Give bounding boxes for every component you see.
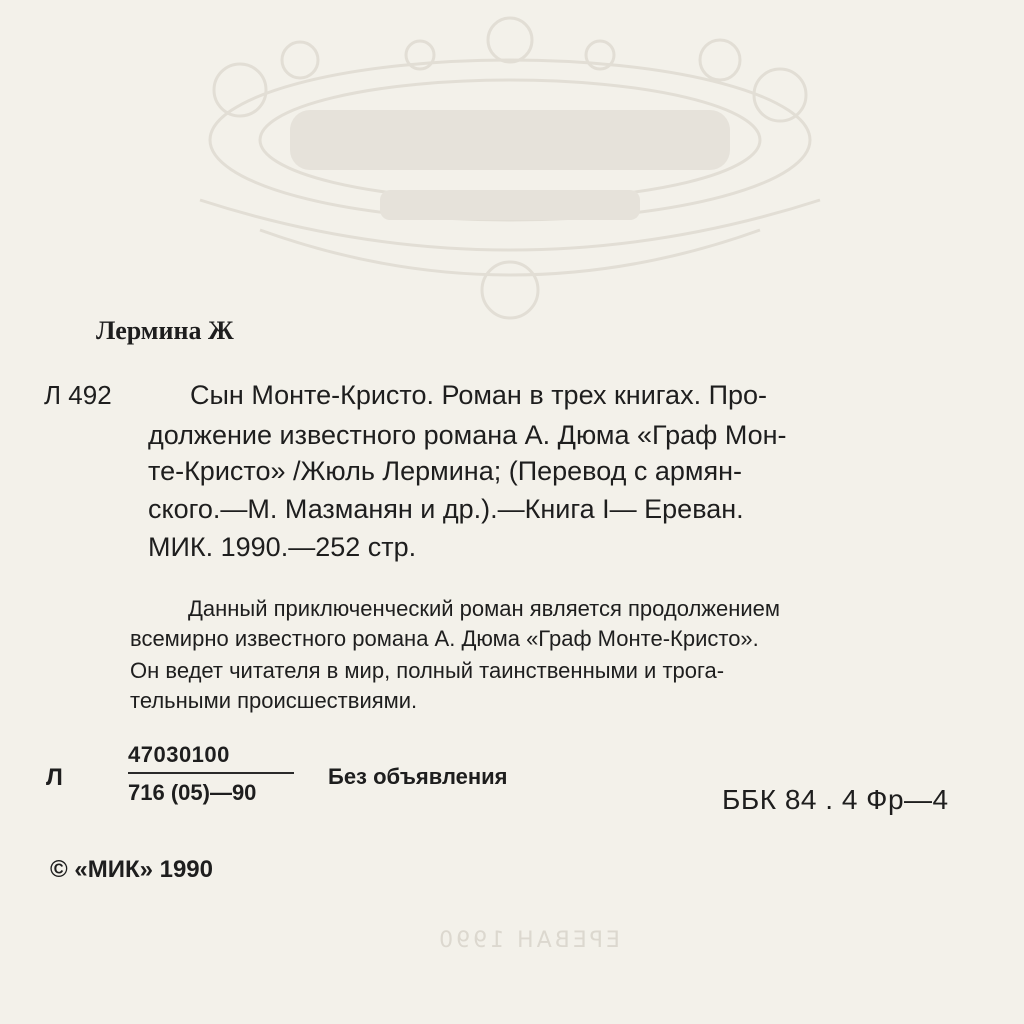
no-announcement-note: Без объявления <box>328 764 508 789</box>
description-line: должение известного романа А. Дюма «Граф Мон- <box>148 420 787 450</box>
code-letter: Л <box>46 764 63 791</box>
abstract-line: всемирно известного романа А. Дюма «Граф Монте-Кристо». <box>130 626 759 651</box>
show-through-text: ЕРЕВАН 1990 <box>436 928 620 953</box>
code-numerator: 47030100 <box>128 742 230 767</box>
abstract-line: Данный приключенческий роман является продолжением <box>188 596 781 621</box>
bbk-classification: ББК 84 . 4 Фр—4 <box>722 784 949 815</box>
abstract-line: тельными происшествиями. <box>130 688 418 713</box>
abstract-line: Он ведет читателя в мир, полный таинственными и трога- <box>130 658 725 683</box>
description-line: те-Кристо» /Жюль Лермина; (Перевод с армян- <box>148 456 743 486</box>
fraction-bar <box>128 772 294 774</box>
description-line: МИК. 1990.—252 стр. <box>148 532 417 562</box>
publication-code <box>128 742 294 806</box>
catalog-index: Л 492 <box>44 380 112 410</box>
description-line: Сын Монте-Кристо. Роман в трех книгах. Про- <box>190 380 768 410</box>
show-through-ornament <box>120 0 900 340</box>
author-heading: Лермина Ж <box>96 316 234 345</box>
copyright-line: © «МИК» 1990 <box>50 856 213 883</box>
code-denominator: 716 (05)—90 <box>128 780 257 805</box>
description-line: ского.—М. Мазманян и др.).—Книга I— Ереван. <box>148 494 744 524</box>
